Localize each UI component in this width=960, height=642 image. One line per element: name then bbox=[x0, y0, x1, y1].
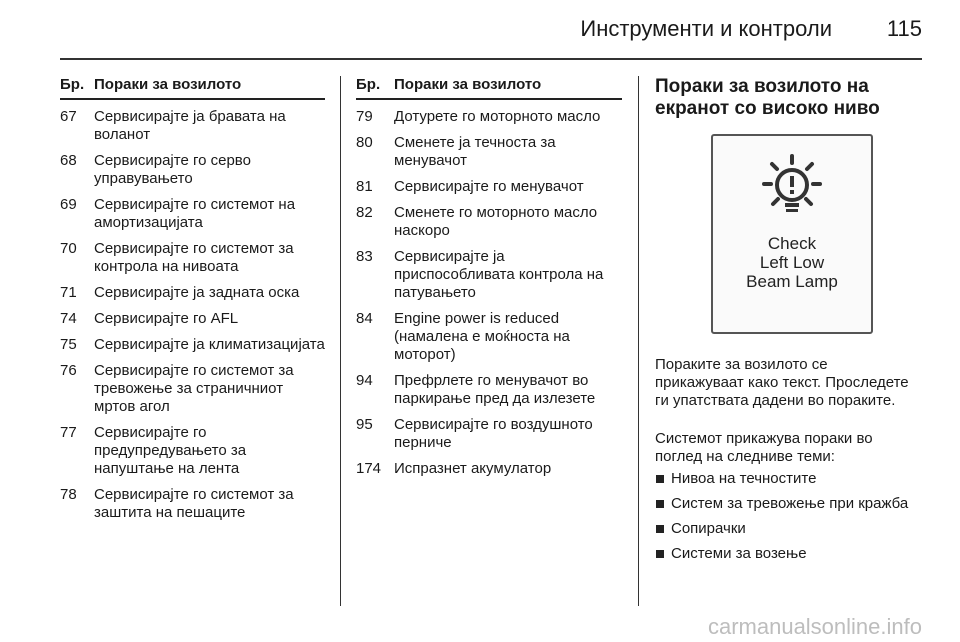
display-message bbox=[713, 234, 871, 291]
row-text: Дотурете го моторното масло bbox=[394, 108, 601, 125]
table-row bbox=[60, 108, 325, 144]
row-number: 68 bbox=[60, 152, 77, 169]
table-row bbox=[356, 460, 622, 478]
row-number: 75 bbox=[60, 336, 77, 353]
row-text: Префрлете го менувачот во паркирање пред да излезете bbox=[394, 372, 596, 407]
row-text: Сервисирајте го менувачот bbox=[394, 178, 584, 195]
row-number: 84 bbox=[356, 310, 373, 327]
column-divider bbox=[340, 76, 341, 606]
watermark: carmanualsonline.info bbox=[707, 614, 922, 639]
row-number: 76 bbox=[60, 362, 77, 379]
section-title-line-1: Пораки за возилото на bbox=[655, 76, 869, 97]
table-row bbox=[356, 108, 622, 126]
table-header bbox=[356, 76, 622, 100]
row-number: 94 bbox=[356, 372, 373, 389]
list-item: Сопирачки bbox=[655, 520, 920, 538]
table-row bbox=[356, 248, 622, 302]
table-row bbox=[60, 486, 325, 522]
row-number: 80 bbox=[356, 134, 373, 151]
row-number: 71 bbox=[60, 284, 77, 301]
row-text: Сервисирајте го системот за заштита на пешаците bbox=[94, 486, 294, 521]
table-row bbox=[356, 416, 622, 452]
row-text: Испразнет акумулатор bbox=[394, 460, 552, 477]
messages-table-1 bbox=[60, 76, 325, 522]
section-title-line-2: екранот со високо ниво bbox=[655, 98, 880, 119]
row-text: Сменете ја течноста за менувачот bbox=[394, 134, 556, 169]
row-text: Сервисирајте ја бравата на воланот bbox=[94, 108, 286, 143]
row-text: Сервисирајте го серво управувањето bbox=[94, 152, 251, 187]
row-number: 67 bbox=[60, 108, 77, 125]
paragraph: Пораките за возилото се прикажуваат како текст. Проследете ги упатствата дадени во пораките. bbox=[655, 356, 909, 409]
row-text: Сервисирајте ја задната оска bbox=[94, 284, 300, 301]
display-message-line: Left Low bbox=[759, 253, 825, 272]
topic-list bbox=[655, 470, 920, 570]
display-message-line: Beam Lamp bbox=[746, 272, 838, 291]
row-text: Сервисирајте ја приспособливата контрола на патувањето bbox=[394, 248, 604, 301]
row-text: Сервисирајте го системот за тревожење за страничниот мртов агол bbox=[94, 362, 294, 415]
row-number: 79 bbox=[356, 108, 373, 125]
display-illustration bbox=[711, 134, 873, 334]
list-item: Нивоа на течностите bbox=[655, 470, 920, 488]
row-text: Сервисирајте го воздушното перниче bbox=[394, 416, 593, 451]
table-row bbox=[60, 284, 325, 302]
exterior-light-warning-icon bbox=[761, 154, 823, 216]
high-level-display-section bbox=[655, 76, 925, 562]
table-row bbox=[60, 196, 325, 232]
table-row bbox=[356, 134, 622, 170]
column-header-title: Пораки за возилото bbox=[394, 76, 542, 93]
row-number: 77 bbox=[60, 424, 77, 441]
table-row bbox=[356, 310, 622, 364]
row-number: 174 bbox=[356, 460, 382, 477]
table-row bbox=[356, 372, 622, 408]
row-text: Сервисирајте го AFL bbox=[94, 310, 239, 327]
row-number: 95 bbox=[356, 416, 373, 433]
messages-table-2 bbox=[356, 76, 622, 478]
table-row bbox=[60, 424, 325, 478]
row-text: Сервисирајте го системот за контрола на нивоата bbox=[94, 240, 294, 275]
header-title: Инструменти и контроли bbox=[580, 16, 832, 41]
column-header-number: Бр. bbox=[60, 76, 85, 93]
table-row bbox=[60, 152, 325, 188]
row-number: 82 bbox=[356, 204, 373, 221]
row-text: Сервисирајте го предупредувањето за напуштање на лента bbox=[94, 424, 247, 477]
row-number: 74 bbox=[60, 310, 77, 327]
row-text: Сервисирајте ја климатизацијата bbox=[94, 336, 325, 353]
row-number: 69 bbox=[60, 196, 77, 213]
row-number: 70 bbox=[60, 240, 77, 257]
paragraph: Системот прикажува пораки во поглед на следниве теми: bbox=[655, 430, 873, 465]
row-number: 83 bbox=[356, 248, 373, 265]
row-number: 78 bbox=[60, 486, 77, 503]
column-header-number: Бр. bbox=[356, 76, 381, 93]
row-text: Engine power is reduced (намалена е моќноста на моторот) bbox=[394, 310, 570, 363]
table-row bbox=[60, 240, 325, 276]
list-item: Систем за тревожење при кражба bbox=[655, 495, 920, 513]
table-row bbox=[60, 310, 325, 328]
table-row bbox=[356, 178, 622, 196]
header-rule bbox=[60, 58, 922, 60]
column-header-title: Пораки за возилото bbox=[94, 76, 242, 93]
display-message-line: Check bbox=[767, 234, 817, 253]
page-number: 115 bbox=[886, 16, 922, 41]
table-header bbox=[60, 76, 325, 100]
section-title bbox=[655, 76, 925, 120]
table-row bbox=[60, 362, 325, 416]
row-number: 81 bbox=[356, 178, 373, 195]
column-divider bbox=[638, 76, 639, 606]
table-row bbox=[356, 204, 622, 240]
row-text: Сменете го моторното масло наскоро bbox=[394, 204, 598, 239]
table-row bbox=[60, 336, 325, 354]
row-text: Сервисирајте го системот на амортизацијата bbox=[94, 196, 296, 231]
list-item: Системи за возење bbox=[655, 545, 920, 563]
